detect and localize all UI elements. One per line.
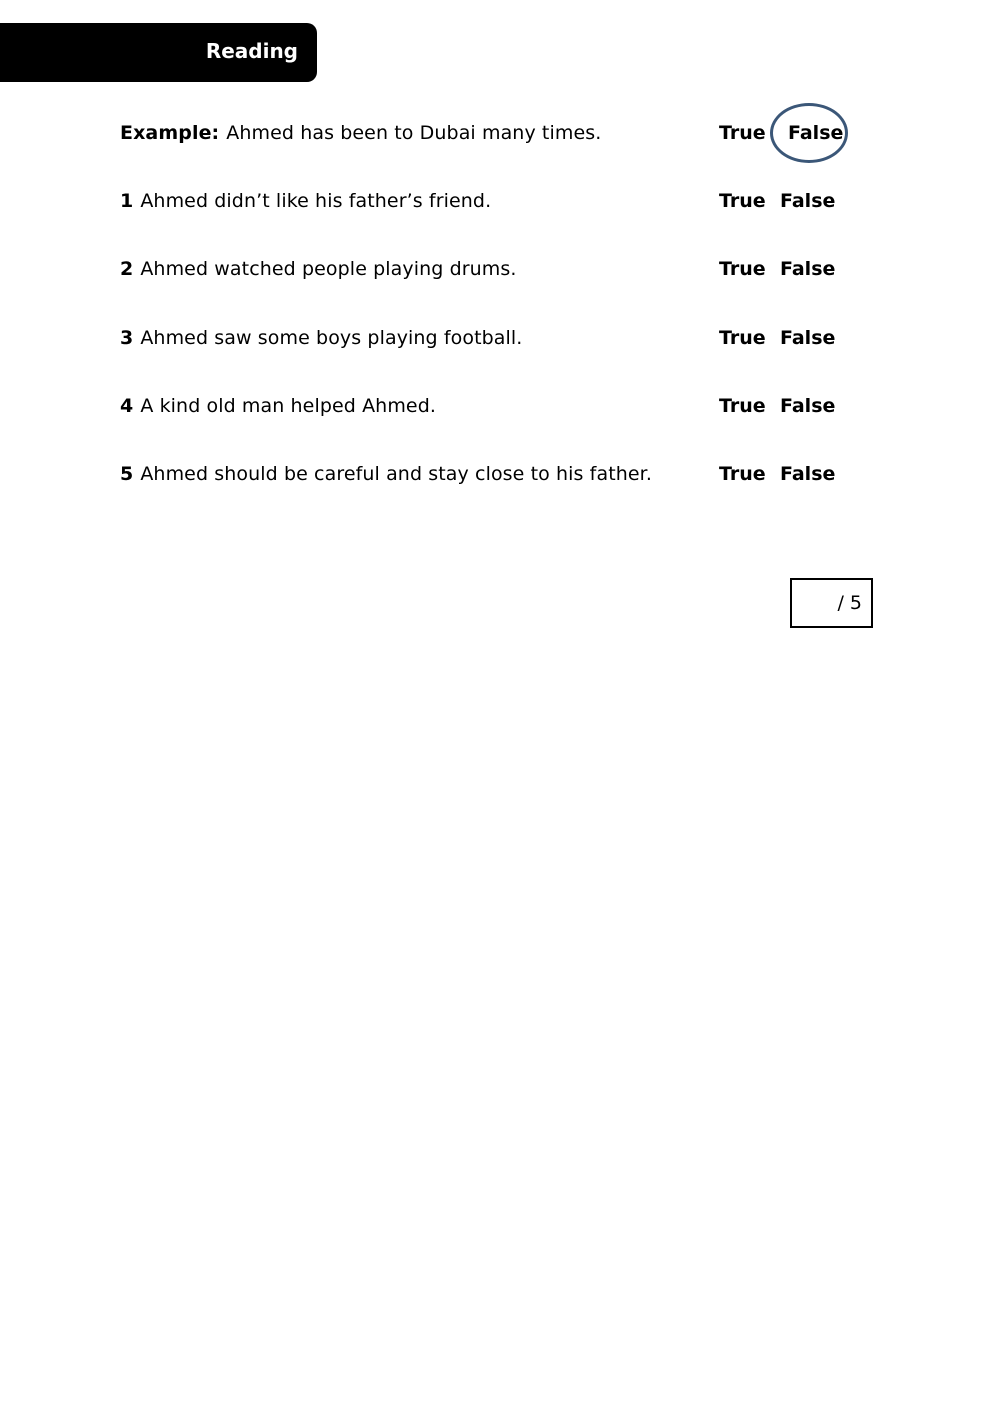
true-false-question-list: [120, 115, 880, 524]
question-text: A kind old man helped Ahmed.: [140, 394, 437, 417]
true-option[interactable]: True: [719, 258, 766, 281]
question-number: 1: [120, 190, 134, 213]
question-row: [120, 320, 880, 388]
question-number: 4: [120, 394, 134, 417]
true-option[interactable]: True: [719, 394, 766, 417]
question-text: Ahmed saw some boys playing football.: [140, 326, 523, 349]
question-row: [120, 183, 880, 251]
section-title: Reading: [205, 39, 298, 63]
example-statement: [120, 119, 601, 147]
question-number: 5: [120, 462, 134, 485]
score-box[interactable]: [790, 578, 873, 628]
question-row: [120, 456, 880, 524]
example-row: [120, 115, 880, 183]
question-statement: [120, 255, 517, 283]
question-row: [120, 251, 880, 319]
false-option[interactable]: False: [780, 462, 836, 485]
true-option[interactable]: True: [719, 462, 766, 485]
question-statement: [120, 187, 491, 215]
false-option[interactable]: False: [780, 394, 836, 417]
section-tab-reading: [0, 23, 317, 82]
example-false-option[interactable]: False: [788, 122, 844, 144]
false-option[interactable]: False: [780, 326, 836, 349]
score-total: / 5: [837, 592, 862, 614]
question-text: Ahmed should be careful and stay close to his father.: [140, 462, 652, 485]
example-true-option[interactable]: True: [719, 122, 766, 144]
false-option[interactable]: False: [780, 190, 836, 213]
true-option[interactable]: True: [719, 190, 766, 213]
example-prefix: Example:: [120, 122, 220, 144]
question-number: 3: [120, 326, 134, 349]
question-row: [120, 388, 880, 456]
false-option[interactable]: False: [780, 258, 836, 281]
question-statement: [120, 392, 436, 420]
example-text: Ahmed has been to Dubai many times.: [226, 122, 602, 144]
question-number: 2: [120, 258, 134, 281]
question-text: Ahmed watched people playing drums.: [140, 258, 517, 281]
question-text: Ahmed didn’t like his father’s friend.: [140, 190, 492, 213]
question-statement: [120, 460, 652, 488]
true-option[interactable]: True: [719, 326, 766, 349]
question-statement: [120, 324, 522, 352]
